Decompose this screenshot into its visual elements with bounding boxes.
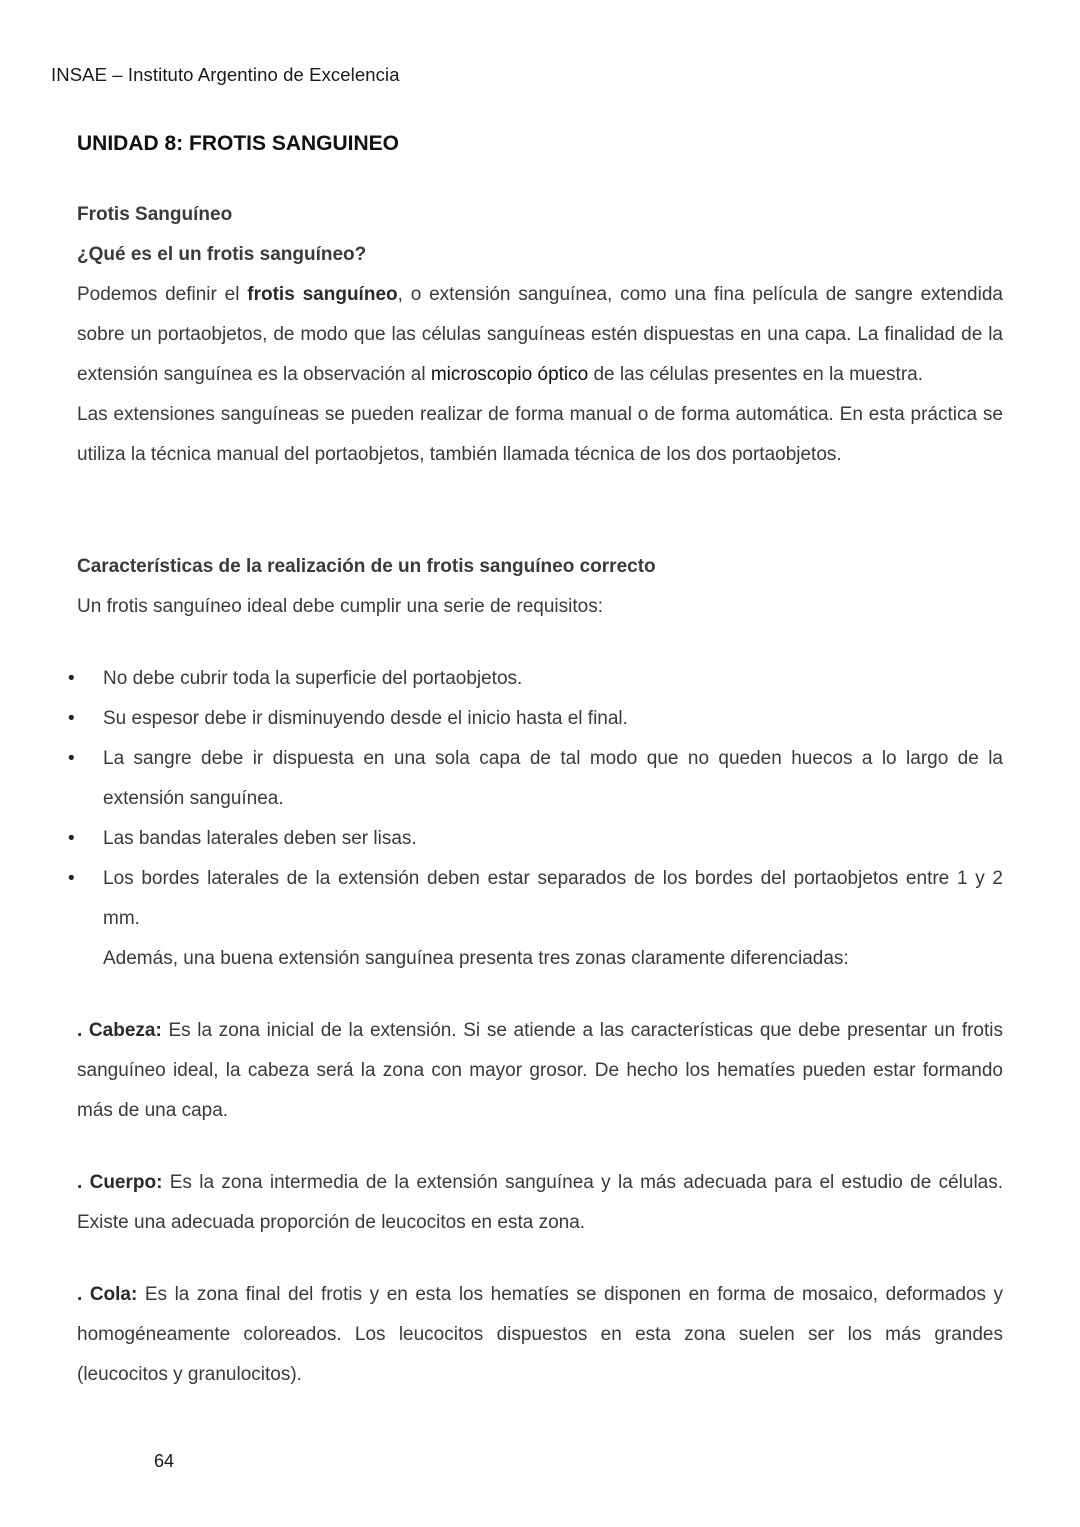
list-item <box>68 859 1003 939</box>
zone-head <box>77 1011 1003 1131</box>
list-item <box>68 659 1003 699</box>
list-item-text: Los bordes laterales de la extensión deben estar separados de los bordes del portaobjetos entre 1 y 2 mm. <box>103 868 1003 929</box>
zone-label: . Cabeza: <box>77 1020 162 1041</box>
section-title-characteristics: Características de la realización de un frotis sanguíneo correcto <box>77 556 656 577</box>
unit-title: UNIDAD 8: FROTIS SANGUINEO <box>77 132 400 155</box>
definition-term: frotis sanguíneo <box>247 284 398 305</box>
zone-label: . Cuerpo: <box>77 1172 163 1193</box>
definition-text-end: de las células presentes en la muestra. <box>588 364 923 385</box>
bullet-icon: • <box>68 868 75 889</box>
zone-body <box>77 1163 1003 1243</box>
list-item-text: Las bandas laterales deben ser lisas. <box>103 828 417 849</box>
page-header: INSAE – Instituto Argentino de Excelencia <box>51 64 400 85</box>
document-body <box>68 128 1004 1395</box>
list-item-text: La sangre debe ir dispuesta en una sola capa de tal modo que no queden huecos a lo largo de la extensión sanguínea. <box>103 748 1003 809</box>
requirements-list <box>68 659 1003 939</box>
list-item <box>68 819 1003 859</box>
zones-intro: Además, una buena extensión sanguínea presenta tres zonas claramente diferenciadas: <box>103 948 849 969</box>
bullet-icon: • <box>68 668 75 689</box>
zone-text: Es la zona final del frotis y en esta los hematíes se disponen en forma de mosaico, deformados y homogéneamente coloreados. Los leucocitos dispuestos en esta zona suelen ser los más grandes (leucocitos y granulocitos). <box>77 1284 1004 1385</box>
definition-text-middle: , o extensión sanguínea, como una fina película de sangre extendida sobre un portaobjetos, de modo que las células sanguíneas estén dispuestas en una capa. La finalidad de la extensión sanguínea es la observación al <box>77 284 1003 385</box>
zone-tail <box>77 1275 1003 1395</box>
technique-paragraph: Las extensiones sanguíneas se pueden realizar de forma manual o de forma automática. En esta práctica se utiliza la técnica manual del portaobjetos, también llamada técnica de los dos portaobjetos. <box>77 404 1003 465</box>
zone-text: Es la zona inicial de la extensión. Si se atiende a las características que debe presentar un frotis sanguíneo ideal, la cabeza será la zona con mayor grosor. De hecho los hematíes pueden estar formando más de una capa. <box>77 1020 1003 1121</box>
definition-paragraph <box>77 275 1003 395</box>
page-number: 64 <box>154 1451 175 1471</box>
section-question: ¿Qué es el un frotis sanguíneo? <box>77 244 367 265</box>
section-title-frotis: Frotis Sanguíneo <box>77 204 233 225</box>
requirements-intro: Un frotis sanguíneo ideal debe cumplir una serie de requisitos: <box>77 596 603 617</box>
list-item-text: Su espesor debe ir disminuyendo desde el inicio hasta el final. <box>103 708 628 729</box>
bullet-icon: • <box>68 748 75 769</box>
list-item-text: No debe cubrir toda la superficie del portaobjetos. <box>103 668 523 689</box>
zone-label: . Cola: <box>77 1284 138 1305</box>
microscope-link[interactable]: microscopio óptico <box>430 364 589 385</box>
definition-text-start: Podemos definir el <box>77 284 248 305</box>
bullet-icon: • <box>68 828 75 849</box>
zone-text: Es la zona intermedia de la extensión sanguínea y la más adecuada para el estudio de células. Existe una adecuada proporción de leucocitos en esta zona. <box>77 1172 1004 1233</box>
list-item <box>68 699 1003 739</box>
bullet-icon: • <box>68 708 75 729</box>
list-item <box>68 739 1003 819</box>
